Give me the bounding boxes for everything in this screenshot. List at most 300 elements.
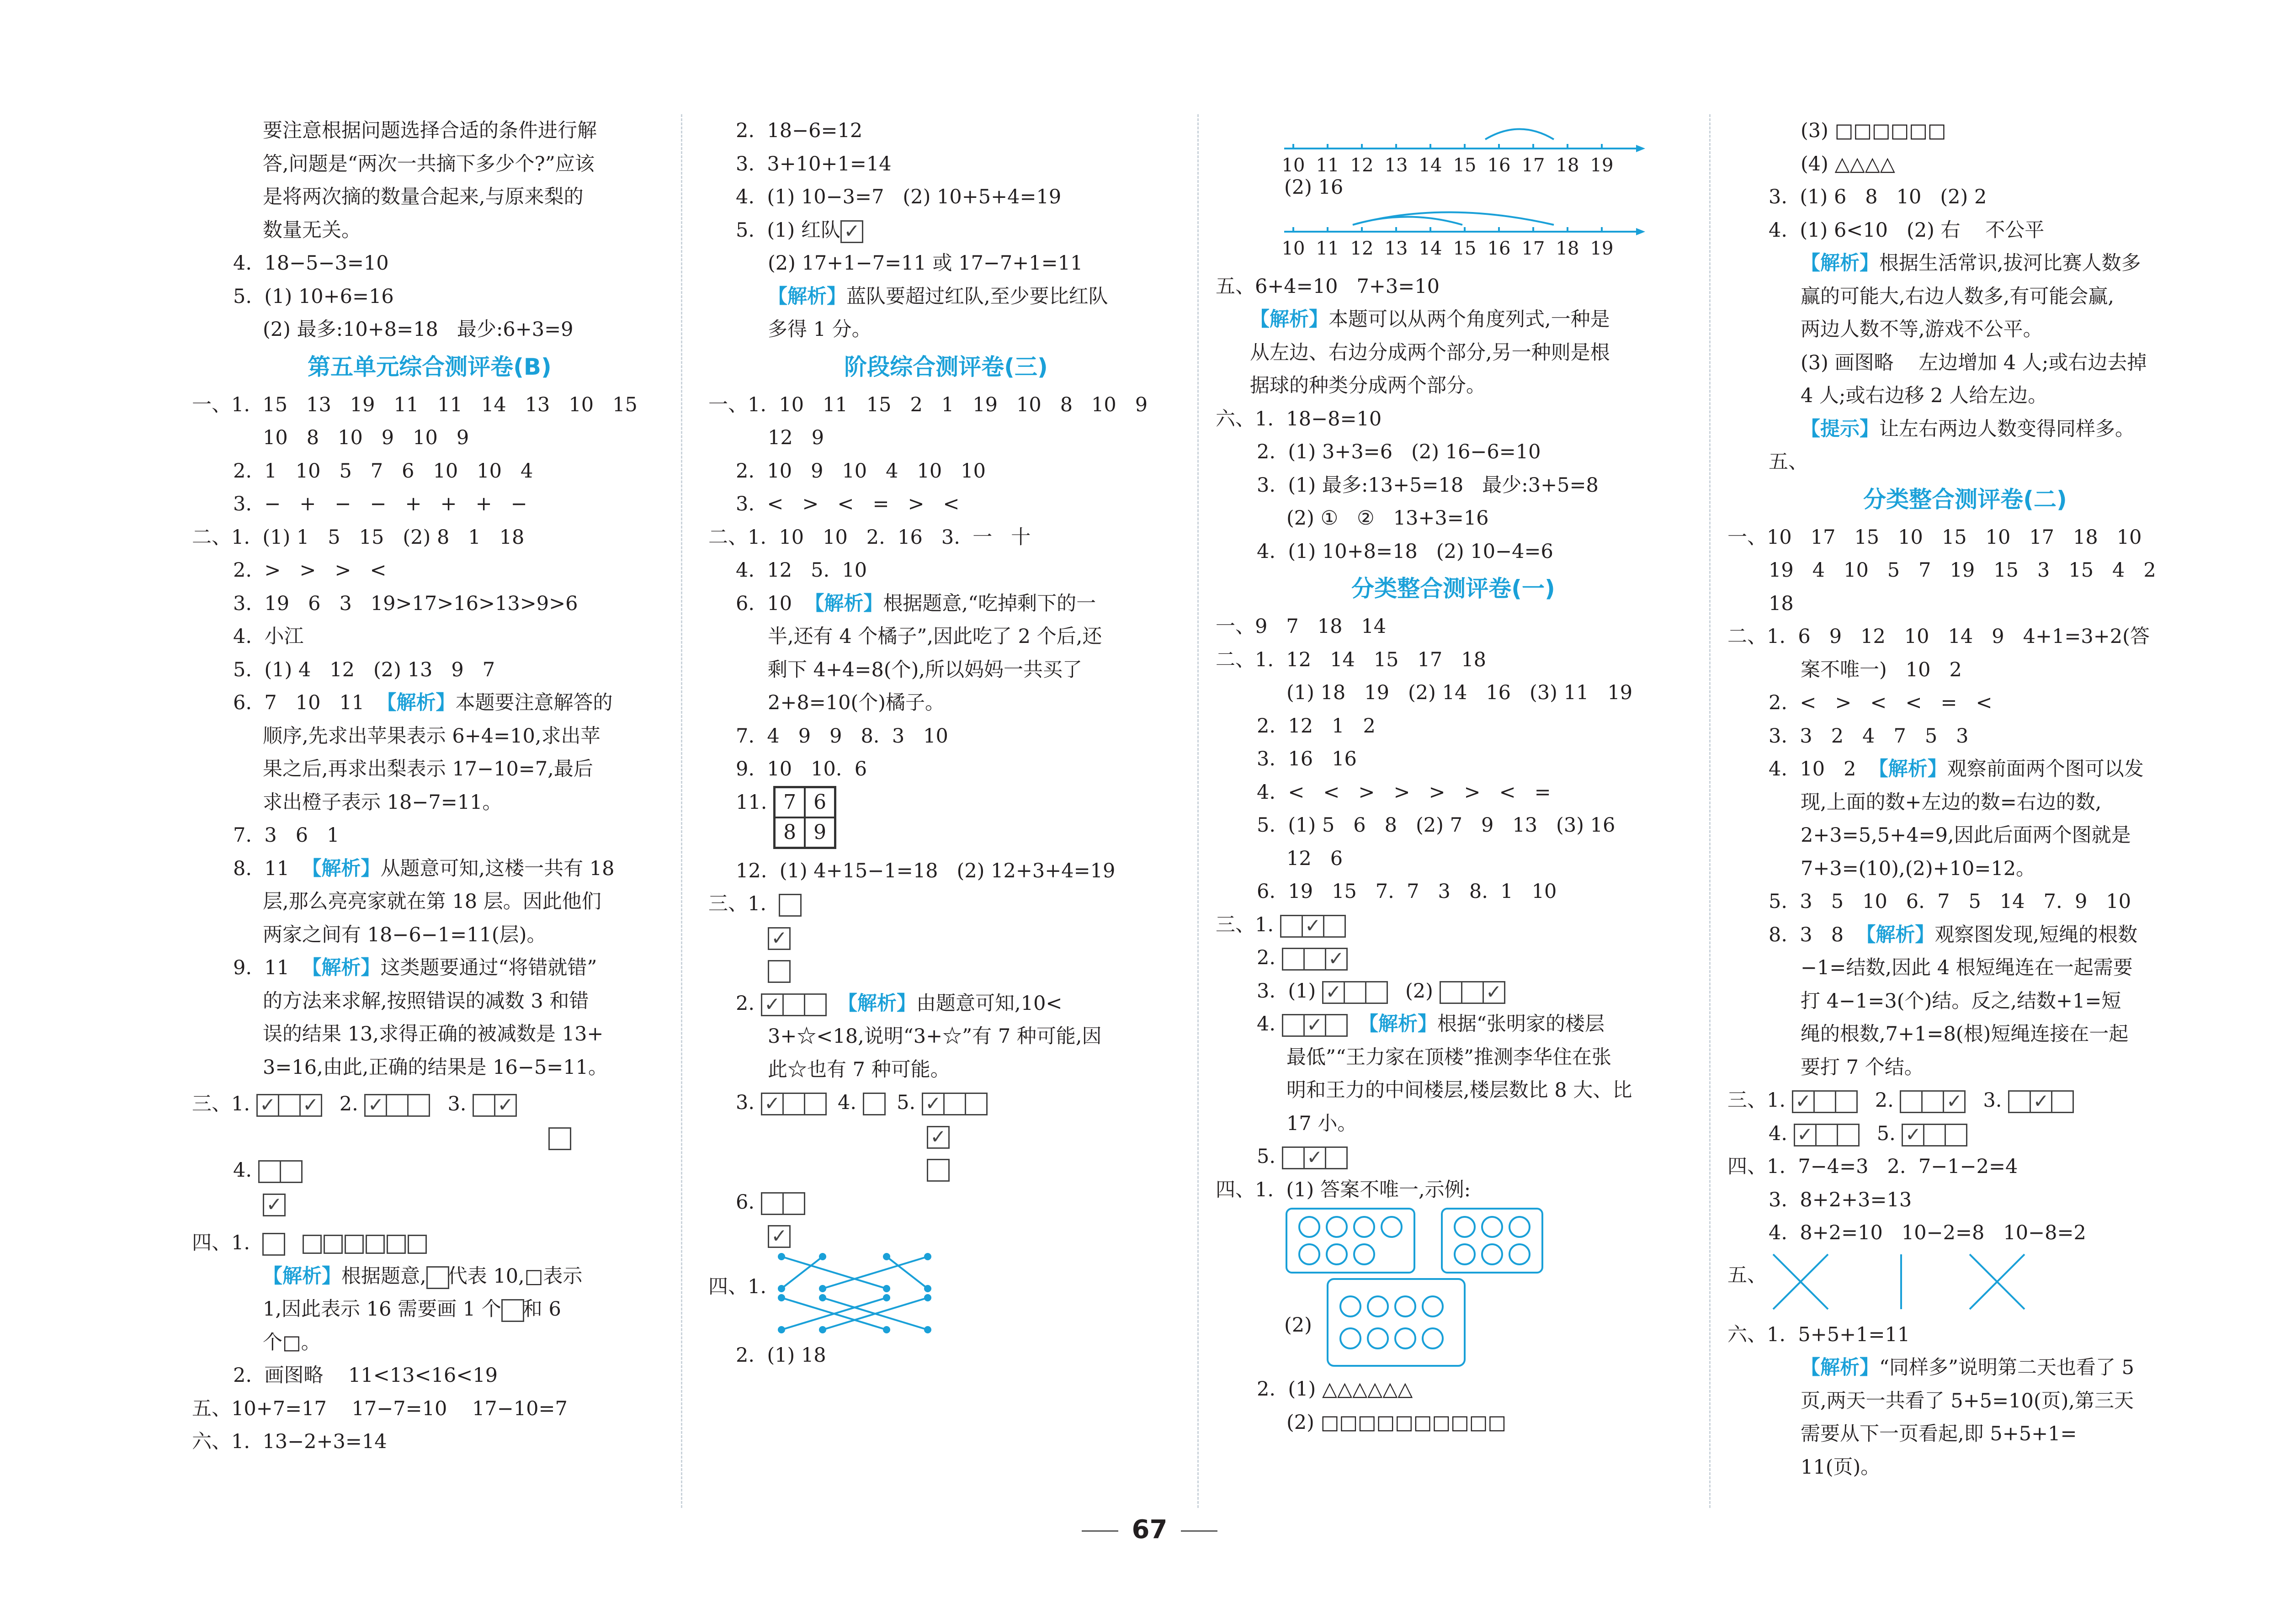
question-number: 11.: [736, 791, 767, 814]
answer-text: 4. 10 2: [1769, 758, 1856, 780]
check-box: ✓: [840, 220, 863, 243]
answer-line: 2. > > > <: [233, 559, 387, 582]
analysis-text: 观察前面两个图可以发: [1947, 758, 2144, 780]
answer-line: [708, 214, 1184, 247]
check-box: ✓: [1483, 981, 1505, 1004]
answer-text: 6. 10: [736, 592, 792, 615]
analysis-text: 根据题意,“吃掉剩下的一: [883, 592, 1096, 615]
answer-line: 3. 8+2+3=13: [1769, 1188, 1912, 1211]
number-line-label: 12: [1350, 238, 1374, 259]
question-number: 2.: [1875, 1089, 1894, 1112]
check-box: ✓: [1322, 981, 1345, 1004]
check-box: [1923, 1124, 1946, 1146]
lines-figure: [1769, 1250, 2088, 1314]
check-box: ✓: [1943, 1090, 1966, 1113]
number-line-label: 11: [1316, 238, 1339, 259]
check-box: [1815, 1124, 1838, 1146]
question-number: 4.: [1769, 1122, 1788, 1145]
column-divider: [1709, 114, 1711, 1508]
number-line-label: 14: [1419, 238, 1442, 259]
text-line: 此☆也有 7 种可能。: [768, 1058, 950, 1081]
number-line-label: 15: [1453, 155, 1477, 176]
answer-line: [708, 954, 1184, 987]
answer-line: [708, 1186, 1184, 1219]
answer-line: 4. (1) 10−3=7 (2) 10+5+4=19: [736, 186, 1062, 208]
column-2: [708, 114, 1184, 1372]
answer-line: 四、1. 7−4=3 2. 7−1−2=4: [1727, 1155, 2018, 1178]
number-line-label: 13: [1384, 238, 1408, 259]
number-grid: [773, 786, 836, 849]
answer-line: (2) □□□□□□□□□□: [1286, 1411, 1506, 1434]
answer-text: 8. 3 8: [1769, 923, 1844, 946]
section-heading: 阶段综合测评卷(三): [844, 353, 1048, 380]
text-line: 最低”“王力家在顶楼”推测李华住在张: [1286, 1046, 1611, 1069]
text-line: 4 人;或右边移 2 人给左边。: [1801, 384, 2048, 407]
answer-line: [1216, 908, 1691, 942]
check-box: [258, 1160, 281, 1183]
check-box: ✓: [2030, 1090, 2052, 1113]
answer-line: 五、6+4=10 7+3=10: [1216, 275, 1440, 298]
check-box: ✓: [1792, 1090, 1815, 1113]
grid-cell: 7: [775, 787, 805, 817]
check-box: ✓: [1303, 1146, 1326, 1169]
check-box: [386, 1094, 409, 1117]
answer-line: [192, 1154, 667, 1187]
answer-line: 3. − + − − + + + −: [233, 493, 527, 515]
number-line-label: 18: [1556, 238, 1579, 259]
check-box: ✓: [768, 1225, 791, 1248]
answer-line: 5. (1) 5 6 8 (2) 7 9 13 (3) 16: [1257, 814, 1615, 837]
text-line: 11(页)。: [1801, 1455, 1881, 1479]
question-number: 三、1.: [708, 892, 767, 915]
matching-figure: [708, 1252, 1184, 1339]
answer-line: 3. (1) 最多:13+5=18 最少:3+5=8: [1257, 473, 1599, 497]
analysis-text: 1,因此表示 16 需要画 1 个: [263, 1298, 501, 1321]
answer-line: 3. 16 16: [1257, 748, 1357, 770]
circle-groups-figure: [1284, 1206, 1604, 1275]
answer-line: 18: [1769, 592, 1794, 615]
answer-line: 5. 3 5 10 6. 7 5 14 7. 9 10: [1769, 890, 2131, 913]
question-number: 3.: [736, 1091, 755, 1114]
check-box: [1282, 1146, 1305, 1169]
text-line: 7+3=(10),(2)+10=12。: [1801, 857, 2036, 880]
answer-line: [192, 951, 667, 985]
text-line: 个□。: [263, 1331, 321, 1354]
answer-line: 10 8 10 9 10 9: [263, 426, 469, 449]
hint-tag: 【提示】: [1801, 417, 1879, 440]
answer-line: 5. (1) 4 12 (2) 13 9 7: [233, 658, 495, 681]
answer-line: [708, 1219, 1184, 1252]
answer-line: 案不唯一) 10 2: [1801, 658, 1962, 681]
check-box: [1280, 915, 1303, 938]
number-line-label: 10: [1281, 238, 1305, 259]
check-box: [1461, 981, 1484, 1004]
answer-line: [1216, 975, 1691, 1008]
question-number: (2): [1405, 979, 1433, 1003]
analysis-tag: 【解析】: [838, 992, 917, 1015]
analysis-text: 从题意可知,这楼一共有 18: [380, 857, 615, 880]
page-footer: [0, 1515, 2285, 1544]
analysis-text: 根据题意,: [341, 1264, 426, 1288]
answer-line: 5. (1) 10+6=16: [233, 285, 394, 308]
answer-line: [192, 1121, 667, 1154]
check-box: [1921, 1090, 1944, 1113]
square-icon: [408, 1235, 427, 1254]
text-line: 赢的可能大,右边人数多,有可能会赢,: [1801, 285, 2115, 308]
analysis-text: 根据“张明家的楼层: [1437, 1013, 1605, 1035]
answer-line: [708, 1086, 1184, 1120]
check-box: [1282, 1014, 1305, 1037]
analysis-text: 观察图发现,短绳的根数: [1934, 923, 2138, 946]
column-divider: [1197, 114, 1199, 1508]
check-box: ✓: [263, 1194, 286, 1216]
check-box: [262, 1233, 285, 1256]
answer-line: 3. 3+10+1=14: [736, 152, 892, 175]
answer-line: 3. 3 2 4 7 5 3: [1769, 724, 1969, 748]
text-line: −1=结数,因此 4 根短绳连在一起需要: [1801, 956, 2133, 979]
analysis-tag: 【解析】: [377, 691, 456, 714]
square-icon: [501, 1299, 524, 1322]
check-box: [407, 1094, 430, 1117]
column-divider: [681, 114, 682, 1508]
number-line-label: 17: [1521, 155, 1545, 176]
question-number: 3.: [1983, 1089, 2002, 1112]
analysis-tag: 【解析】: [1868, 758, 1947, 780]
check-box: [943, 1093, 966, 1115]
text-line: (3) 画图略 左边增加 4 人;或右边去掉: [1801, 351, 2147, 374]
number-line-label: 14: [1419, 155, 1442, 176]
answer-line: 2. 12 1 2: [1257, 714, 1376, 738]
answer-line: 4. 18−5−3=10: [233, 252, 389, 275]
text-line: 层,那么亮亮家就在第 18 层。因此他们: [263, 890, 601, 913]
number-line-label: 15: [1453, 238, 1477, 259]
answer-line: 2. < > < < = <: [1769, 691, 1993, 714]
grid-cell: 9: [805, 817, 835, 848]
check-box: [473, 1094, 495, 1117]
check-box: ✓: [1794, 1124, 1817, 1146]
answer-line: [708, 786, 1184, 854]
answer-line: 4. < < > > > > < =: [1257, 780, 1551, 804]
question-number: 三、1.: [1727, 1089, 1786, 1112]
answer-line: 3. (1) 6 8 10 (2) 2: [1769, 186, 1987, 208]
question-number: 6.: [736, 1190, 755, 1214]
check-box: [965, 1093, 988, 1115]
matching-lines-figure: [772, 1252, 955, 1334]
text-line: 绳的根数,7+1=8(根)短绳连接在一起: [1801, 1023, 2129, 1046]
square-icon: [426, 1266, 449, 1289]
analysis-text: 代表 10,□表示: [447, 1264, 583, 1288]
analysis-text: 和 6: [522, 1298, 561, 1321]
answer-line: [192, 1226, 667, 1260]
answer-line: 7. 3 6 1: [233, 824, 340, 847]
question-number: 四、1.: [708, 1275, 767, 1298]
answer-line: 二、1. 6 9 12 10 14 9 4+1=3+2(答: [1727, 625, 2150, 648]
analysis-tag: 【解析】: [1856, 923, 1935, 946]
answer-line: 4. (1) 10+8=18 (2) 10−4=6: [1257, 540, 1553, 563]
answer-line: [708, 1152, 1184, 1186]
answer-line: (2) ① ② 13+3=16: [1286, 507, 1489, 530]
answer-line: (1) 18 19 (2) 14 16 (3) 11 19: [1286, 681, 1633, 704]
question-number: 2.: [736, 992, 755, 1015]
answer-line: [1216, 1008, 1691, 1041]
question-number: 4.: [1257, 1013, 1276, 1035]
answer-text: 8. 11: [233, 857, 290, 880]
answer-line: [708, 921, 1184, 954]
text-line: [1727, 1351, 2203, 1385]
answer-line: 一、1. 10 11 15 2 1 19 10 8 10 9: [708, 393, 1148, 416]
question-number: 5.: [1257, 1145, 1276, 1168]
check-box: [278, 1094, 301, 1117]
check-box: [782, 993, 805, 1016]
answer-line: 二、1. (1) 1 5 15 (2) 8 1 18: [192, 525, 525, 549]
check-box: [768, 960, 791, 983]
answer-text: 6. 7 10 11: [233, 691, 365, 714]
check-box: [782, 1093, 805, 1115]
check-box: ✓: [927, 1126, 950, 1149]
answer-text: 5. (1) 红队: [736, 218, 840, 242]
circle-group-2: [1216, 1277, 1691, 1373]
check-box: ✓: [256, 1094, 279, 1117]
text-line: 要注意根据问题选择合适的条件进行解: [263, 119, 597, 142]
answer-line: [192, 1187, 667, 1221]
question-number: 3. (1): [1257, 979, 1316, 1003]
answer-line: 二、1. 10 10 2. 16 3. 一 十: [708, 525, 1031, 549]
analysis-text: 本题可以从两个角度列式,一种是: [1328, 308, 1610, 331]
answer-line: 2. 1 10 5 7 6 10 10 4: [233, 459, 533, 483]
check-box: ✓: [494, 1094, 517, 1117]
answer-line: 12 6: [1286, 847, 1343, 870]
answer-line: 3. 19 6 3 19>17>16>13>9>6: [233, 592, 578, 615]
answer-line: 2. (1) 3+3=6 (2) 16−6=10: [1257, 440, 1541, 463]
column-4: [1727, 114, 2203, 1484]
text-line: [1216, 303, 1691, 336]
number-line-label: 19: [1590, 238, 1614, 259]
number-line-label: 17: [1521, 238, 1545, 259]
hint-text: 让左右两边人数变得同样多。: [1879, 417, 2135, 440]
answer-line: 一、1. 15 13 19 11 11 14 13 10 15: [192, 393, 638, 416]
analysis-tag: 【解析】: [1359, 1013, 1438, 1035]
answer-line: 六、1. 13−2+3=14: [192, 1430, 387, 1453]
answer-line: 4. 小江: [233, 625, 304, 648]
answer-line: 19 4 10 5 7 19 15 3 15 4 2: [1769, 559, 2156, 582]
check-box: [927, 1159, 950, 1182]
check-box: [1835, 1090, 1858, 1113]
text-line: 两家之间有 18−6−1=11(层)。: [263, 923, 547, 946]
square-icon: [345, 1235, 364, 1254]
answer-line: 一、10 17 15 10 15 10 17 18 10: [1727, 525, 2142, 549]
text-line: 明和王力的中间楼层,楼层数比 8 大、比: [1286, 1079, 1632, 1102]
section-heading: 分类整合测评卷(一): [1351, 575, 1555, 602]
answer-line: 六、1. 18−8=10: [1216, 407, 1382, 430]
text-line: 现,上面的数+左边的数=右边的数,: [1801, 791, 2102, 814]
answer-line: 五、: [1769, 451, 1808, 473]
square-icon: [303, 1235, 322, 1254]
text-line: 误的结果 13,求得正确的被减数是 13+: [263, 1023, 604, 1046]
analysis-text: 根据生活常识,拔河比赛人数多: [1879, 252, 2141, 275]
question-number: 三、1.: [1216, 913, 1274, 936]
footer-dash: [1082, 1530, 1118, 1532]
text-line: 2+8=10(个)橘子。: [768, 691, 945, 714]
question-number: 4.: [233, 1159, 252, 1182]
answer-line: [708, 887, 1184, 921]
text-line: [192, 1260, 667, 1293]
check-box: [2008, 1090, 2031, 1113]
text-line: 据球的种类分成两个部分。: [1250, 374, 1486, 397]
question-number: 五、: [1727, 1263, 1767, 1287]
analysis-tag: 【解析】: [1801, 1356, 1879, 1379]
check-box: [1900, 1090, 1923, 1113]
text-line: 是将两次摘的数量合起来,与原来梨的: [263, 186, 584, 208]
text-line: [1727, 247, 2203, 280]
question-number: (2): [1284, 1314, 1312, 1337]
check-box: [1323, 915, 1346, 938]
analysis-tag: 【解析】: [804, 592, 883, 615]
answer-line: 二、1. 12 14 15 17 18: [1216, 648, 1486, 671]
check-box: ✓: [1902, 1124, 1924, 1146]
grid-cell: 6: [805, 787, 835, 817]
text-line: 打 4−1=3(个)结。反之,结数+1=短: [1801, 989, 2121, 1013]
check-box: ✓: [922, 1093, 945, 1115]
answer-line: (2) 17+1−7=11 或 17−7+1=11: [768, 252, 1083, 275]
analysis-tag: 【解析】: [263, 1264, 341, 1288]
square-icon: [387, 1235, 406, 1254]
analysis-text: 本题要注意解答的: [455, 691, 613, 714]
check-box: [1303, 948, 1326, 971]
answer-line: 4. 8+2=10 10−2=8 10−8=2: [1769, 1221, 2086, 1244]
question-number: 四、1.: [192, 1231, 250, 1254]
check-box: [1365, 981, 1388, 1004]
check-box: ✓: [768, 927, 791, 950]
check-box: [782, 1192, 805, 1215]
footer-dash: [1181, 1530, 1217, 1532]
number-line-label: 18: [1556, 155, 1579, 176]
number-line-2: [1216, 204, 1663, 268]
answer-line: 4. (1) 6<10 (2) 右 不公平: [1769, 218, 2045, 242]
text-line: 多得 1 分。: [768, 318, 871, 341]
text-line: [708, 280, 1184, 313]
check-box: [863, 1093, 886, 1115]
text-line: 从左边、右边分成两个部分,另一种则是根: [1250, 341, 1610, 364]
answer-line: (3) □□□□□□: [1801, 119, 1946, 142]
answer-line: [1216, 1140, 1691, 1173]
analysis-text: 这类题要通过“将错就错”: [380, 956, 597, 979]
question-number: 4.: [838, 1091, 857, 1114]
number-line-label: 11: [1316, 155, 1339, 176]
connect-lines-figure: [1727, 1250, 2203, 1318]
check-box: ✓: [299, 1094, 322, 1117]
answer-line: [708, 987, 1184, 1020]
answer-line: (2) 最多:10+8=18 最少:6+3=9: [263, 318, 574, 341]
text-line: 求出橙子表示 18−7=11。: [263, 791, 502, 814]
square-icon: [324, 1235, 343, 1254]
text-line: 3=16,由此,正确的结果是 16−5=11。: [263, 1056, 608, 1079]
grid-cell: 8: [775, 817, 805, 848]
answer-line: 2. 10 9 10 4 10 10: [736, 459, 986, 483]
check-box: [779, 894, 802, 917]
analysis-text: 蓝队要超过红队,至少要比红队: [846, 285, 1108, 308]
number-line-label: 10: [1281, 155, 1305, 176]
section-heading: 分类整合测评卷(二): [1863, 486, 2067, 513]
check-box: ✓: [1325, 948, 1348, 971]
column-3: [1216, 114, 1691, 1439]
check-box: ✓: [761, 1093, 784, 1115]
check-box: [804, 993, 827, 1016]
text-line: [1727, 413, 2203, 446]
answer-line: 2. 画图略 11<13<16<19: [233, 1364, 498, 1387]
circle-groups-figure: [1325, 1277, 1472, 1368]
check-box: [2051, 1090, 2074, 1113]
check-box: [1325, 1014, 1348, 1037]
answer-line: [708, 587, 1184, 621]
check-box: [804, 1093, 827, 1115]
text-line: 的方法来求解,按照错误的减数 3 和错: [263, 989, 589, 1013]
column-1: [192, 114, 667, 1459]
check-box: ✓: [1302, 915, 1324, 938]
analysis-tag: 【解析】: [302, 956, 381, 979]
answer-line: 一、9 7 18 14: [1216, 615, 1387, 638]
answer-line: 6. 19 15 7. 7 3 8. 1 10: [1257, 880, 1557, 903]
text-line: 17 小。: [1286, 1112, 1357, 1135]
check-box: [1813, 1090, 1836, 1113]
answer-line: 五、10+7=17 17−7=10 17−10=7: [192, 1397, 568, 1420]
answer-line: 2. (1) △△△△△△: [1257, 1378, 1413, 1401]
text-line: 要打 7 个结。: [1801, 1056, 1924, 1079]
answer-line: 四、1. (1) 答案不唯一,示例:: [1216, 1178, 1471, 1201]
check-box: [1344, 981, 1366, 1004]
number-line-label: 19: [1590, 155, 1614, 176]
check-box: [1440, 981, 1462, 1004]
question-number: 5.: [897, 1091, 916, 1114]
number-line-1: [1216, 114, 1663, 187]
check-box: [1837, 1124, 1860, 1146]
answer-line: [192, 1088, 667, 1121]
number-line-label: 12: [1350, 155, 1374, 176]
question-number: 2.: [1257, 946, 1276, 969]
text-line: 答,问题是“两次一共摘下多少个?”应该: [263, 152, 595, 175]
check-box: ✓: [364, 1094, 387, 1117]
analysis-tag: 【解析】: [1801, 252, 1879, 275]
text-line: 果之后,再求出梨表示 17−10=7,最后: [263, 758, 593, 780]
square-icon: [366, 1235, 385, 1254]
check-box: [548, 1127, 571, 1150]
text-line: 需要从下一页看起,即 5+5+1=: [1801, 1422, 2077, 1445]
answer-line: [192, 852, 667, 886]
answer-line: [1216, 941, 1691, 975]
answer-line: (2) 16: [1284, 176, 1344, 199]
check-box: [1282, 948, 1305, 971]
analysis-tag: 【解析】: [768, 285, 846, 308]
analysis-tag: 【解析】: [302, 857, 381, 880]
number-line-label: 13: [1384, 155, 1408, 176]
answer-line: (4) △△△△: [1801, 152, 1895, 175]
answer-line: 2. (1) 18: [736, 1343, 826, 1367]
check-box: [761, 1192, 784, 1215]
answer-line: 3. < > < = > <: [736, 493, 960, 515]
text-line: 2+3=5,5+4=9,因此后面两个图就是: [1801, 824, 2131, 847]
answer-line: [1727, 1084, 2203, 1117]
check-box: [1325, 1146, 1348, 1169]
text-line: 剩下 4+4=8(个),所以妈妈一共买了: [768, 658, 1083, 681]
check-box: ✓: [761, 993, 784, 1016]
check-box: [1945, 1124, 1967, 1146]
answer-line: 六、1. 5+5+1=11: [1727, 1323, 1910, 1346]
page-number: 67: [1132, 1515, 1168, 1544]
answer-line: [708, 1120, 1184, 1153]
text-line: 顺序,先求出苹果表示 6+4=10,求出苹: [263, 724, 600, 748]
text-line: 3+☆<18,说明“3+☆”有 7 种可能,因: [768, 1025, 1102, 1048]
answer-line: 4. 12 5. 10: [736, 559, 867, 582]
answer-line: 2. 18−6=12: [736, 119, 863, 142]
